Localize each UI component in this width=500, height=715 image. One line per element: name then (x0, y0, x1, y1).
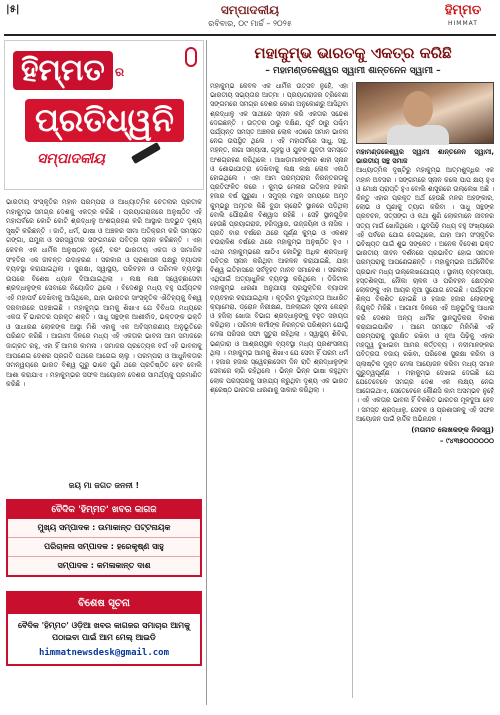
page-number: |୫| (6, 4, 20, 15)
author-photo-shirt (387, 125, 449, 145)
masthead-connector: ର (115, 65, 125, 79)
article-column-2 (356, 82, 494, 698)
column-divider (206, 40, 207, 705)
staff-row-managing-editor: ପରିଚାଳନା ସମ୍ପାଦକ : ହରେକୃଷ୍ଣ ସାହୁ (8, 538, 200, 557)
article-headline: ମହାକୁମ୍ଭ ଭାରତକୁ ଏକତ୍ର କରିଛି (254, 44, 452, 62)
newspaper-logo (432, 2, 494, 32)
article-byline: – ମହାମଣ୍ଡଳେଶ୍ୱର ସ୍ୱାମୀ ଶାନ୍ତନେନ ସ୍ୱାମୀ – (265, 66, 441, 76)
staff-box (6, 499, 202, 577)
left-column (4, 40, 204, 711)
author-photo-caption: ମହାମଣ୍ଡଳେଶ୍ୱର ସ୍ୱାମୀ ଶାନ୍ତନେନ ସ୍ୱାମୀ, ଭାରତୀୟ ସନ୍ଥ ସମାଜ (356, 148, 494, 166)
staff-box-title: ବୈଦିକ 'ହିମ୍ମତ' ଖବର କାଗଜ (8, 501, 200, 519)
section-title: ସମ୍ପାଦକୀୟ (220, 3, 280, 17)
staff-row-chief-editor: ମୁଖ୍ୟ ସମ୍ପାଦକ : ଉମାକାନ୍ତ ପଟ୍ଟନାୟକ (8, 519, 200, 538)
editorial-text: ଭାରତୀୟ ସଂସ୍କୃତିର ମହାନ ପରମ୍ପରା ଓ ଆଧ୍ୟାତ୍ମିକ ଚେତନାର ପ୍ରତୀକ ମହାକୁମ୍ଭ ସମଗ୍ର ଦେଶକୁ ଏକତ୍ର କରିଛି । ପ୍ରୟାଗରାଜରେ ଅନୁଷ୍ଠିତ ଏହି ମହାପର୍ବରେ କୋଟି କୋଟି ଶ୍ରଦ୍ଧାଳୁ ଅଂଶଗ୍ରହଣ କରି ଆସ୍ଥାର ଅଦ୍ଭୁତ ଦୃଶ୍ୟ ସୃଷ୍ଟି କରିଛନ୍ତି । ଜାତି, ଧର୍ମ, ଭାଷା ଓ ଅଞ୍ଚଳର ସୀମା ଅତିକ୍ରମ କରି ସମସ୍ତେ ଗଙ୍ଗା, ଯମୁନା ଓ ସରସ୍ୱତୀର ସଙ୍ଗମରେ ପବିତ୍ର ସ୍ନାନ କରିଛନ୍ତି । ଏହା କେବଳ ଏକ ଧାର୍ମିକ ଅନୁଷ୍ଠାନ ନୁହେଁ, ବରଂ ଭାରତୀୟ ଏକତା ଓ ସାମାଜିକ ସଂହତିର ଏକ ଜୀବନ୍ତ ଉଦାହରଣ । ସରକାର ଓ ପ୍ରଶାସନ ପକ୍ଷରୁ ବ୍ୟାପକ ବ୍ୟବସ୍ଥା କରାଯାଇଥିଲା । ସୁରକ୍ଷା, ସ୍ୱାସ୍ଥ୍ୟ, ପରିବହନ ଓ ପରିମଳ ବ୍ୟବସ୍ଥା ଉପରେ ବିଶେଷ ଧ୍ୟାନ ଦିଆଯାଇଥିଲା । ଲକ୍ଷ ଲକ୍ଷ ସ୍ୱେଚ୍ଛାସେବୀ ଶ୍ରଦ୍ଧାଳୁଙ୍କ ସେବାରେ ନିୟୋଜିତ ଥିଲେ । ବିଦେଶରୁ ମଧ୍ୟ ବହୁ ପର୍ଯ୍ୟଟକ ଏହି ମହାପର୍ବ ଦେଖିବାକୁ ଆସିଥିଲେ, ଯାହା ଭାରତର ସାଂସ୍କୃତିକ ଐତିହ୍ୟକୁ ବିଶ୍ୱ ଦରବାରରେ ପହଞ୍ଚାଇଛି । ମହାକୁମ୍ଭ ଆମକୁ ଶିଖାଏ ଯେ ବିବିଧତା ମଧ୍ୟରେ ଏକତା ହିଁ ଭାରତର ପ୍ରକୃତ ଶକ୍ତି । ସାଧୁ ସନ୍ଥଙ୍କ ଆଶୀର୍ବାଦ, ଭକ୍ତଙ୍କ ଭକ୍ତି ଓ ସାଧାରଣ ଲୋକଙ୍କ ଆସ୍ଥା ମିଶି ଏହାକୁ ଏକ ଅବିସ୍ମରଣୀୟ ଅନୁଭୂତିରେ ପରିଣତ କରିଛି । ଆଗାମୀ ଦିନରେ ମଧ୍ୟ ଏହି ଏକତାର ଭାବନା ଆମ ସମାଜରେ ଜାଗ୍ରତ ରହୁ, ଏହା ହିଁ ଆମର କାମନା । ସମାଜର ପ୍ରତ୍ୟେକ ବର୍ଗ ଏହି ଭାବନାକୁ ଆପଣେଇ ଦେଶର ପ୍ରଗତି ପଥରେ ଆଗେଇ ଚାଲୁ । ପରମ୍ପରା ଓ ଆଧୁନିକତାର ସମନ୍ୱୟରେ ଭାରତ ବିଶ୍ୱ ଗୁରୁ ଭାବେ ପୁଣି ଥରେ ପ୍ରତିଷ୍ଠିତ ହେବ ବୋଲି ଆଶା କରାଯାଏ । ମହାକୁମ୍ଭର ସଫଳ ଆୟୋଜନ ଦେଶର ସାମର୍ଥ୍ୟକୁ ପ୍ରମାଣିତ କରିଛି । (6, 198, 202, 389)
staff-row-editor: ସମ୍ପାଦକ : କମଳାକାନ୍ତ ଦାଶ (57, 561, 151, 570)
page-header (0, 0, 500, 40)
article-column-divider (352, 82, 353, 698)
article-columns (210, 82, 496, 702)
article-column-1: ମହାକୁମ୍ଭ କେବଳ ଏକ ଧାର୍ମିକ ଉତ୍ସବ ନୁହେଁ, ଏହା ଭାରତୀୟ ସଭ୍ୟତାର ଆତ୍ମା । ପ୍ରୟାଗରାଜର ତ୍ରିବେଣୀ ସଙ୍ଗମରେ ସମଗ୍ର ଦେଶର କୋଣ ଅନୁକୋଣରୁ ଆସିଥିବା ଶ୍ରଦ୍ଧାଳୁ ଏକ ସାଥୀରେ ସ୍ନାନ କରି ଏକତାର ସନ୍ଦେଶ ଦେଇଛନ୍ତି । ଉତ୍ତର ଠାରୁ ଦକ୍ଷିଣ, ପୂର୍ବ ଠାରୁ ପଶ୍ଚିମ ପର୍ଯ୍ୟନ୍ତ ସମସ୍ତ ଅଞ୍ଚଳର ଲୋକ ଏଠାରେ ସମାନ ଭାବନା ନେଇ ଉପସ୍ଥିତ ଥିଲେ । ଏହି ମହାପର୍ବରେ ସାଧୁ, ସନ୍ଥ, ମହନ୍ତ, ନାଗା ସନ୍ୟାସୀ, ଗୃହସ୍ଥ ଓ ଯୁବକ ଯୁବତୀ ସମସ୍ତେ ଅଂଶଗ୍ରହଣ କରିଥିଲେ । ଆଖଡ଼ାମାନଙ୍କର ଶାହୀ ସ୍ନାନ ଓ ଶୋଭାଯାତ୍ରା ଦେଖିବାକୁ ଲକ୍ଷ ଲକ୍ଷ ଲୋକ ଏକାଠି ହୋଇଥିଲେ । ଏହା ଆମ ପରମ୍ପରାର ନିରନ୍ତରତାକୁ ପ୍ରତିଫଳିତ କରେ । କୁମ୍ଭ ମେଳାର ଇତିହାସ ହଜାର ହଜାର ବର୍ଷ ପୁରୁଣା । ସମୁଦ୍ର ମନ୍ଥନ ସମୟରେ ଅମୃତ କୁମ୍ଭରୁ ଅମୃତର କିଛି ବୁନ୍ଦା ଚାରୋଟି ସ୍ଥାନରେ ପଡ଼ିଥିଲା ବୋଲି ପୌରାଣିକ ବିଶ୍ୱାସ ରହିଛି । ସେହି ସ୍ଥାନଗୁଡ଼ିକ ହେଉଛି ପ୍ରୟାଗରାଜ, ହରିଦ୍ୱାର, ଉଜ୍ଜୟିନୀ ଓ ନାସିକ । ପ୍ରତି ବାର ବର୍ଷରେ ଥରେ ପୂର୍ଣ୍ଣ କୁମ୍ଭ ଓ ଏକଶହ ଚଉରାଳିଶ ବର୍ଷରେ ଥରେ ମହାକୁମ୍ଭ ଅନୁଷ୍ଠିତ ହୁଏ । ଏଥର ମହାକୁମ୍ଭରେ ଷାଠିଏ କୋଟିରୁ ଅଧିକ ଶ୍ରଦ୍ଧାଳୁ ପବିତ୍ର ସ୍ନାନ କରିଥିବା ଆକଳନ କରାଯାଇଛି, ଯାହା ବିଶ୍ୱ ଇତିହାସରେ ସର୍ବବୃହତ ମାନବ ସମାବେଶ । ସରକାର ଏଥିପାଇଁ ଅତ୍ୟାଧୁନିକ ବ୍ୟବସ୍ଥା କରିଥିଲେ । ଡିଜିଟାଲ ମହାକୁମ୍ଭ ଧାରଣା ଅନୁଯାୟୀ ପ୍ରଯୁକ୍ତିର ବ୍ୟାପକ ବ୍ୟବହାର କରାଯାଇଥିଲା । କୃତ୍ରିମ ବୁଦ୍ଧିମତ୍ତା ଆଧାରିତ କ୍ୟାମେରା, ଡ୍ରୋନ ନିରୀକ୍ଷଣ, ଅନଲାଇନ ସୂଚନା କେନ୍ଦ୍ର ଓ ହଜିଲା ଖୋଜା ବିଭାଗ ଶ୍ରଦ୍ଧାଳୁଙ୍କୁ ବହୁତ ସହାୟତା କରିଥିଲା । ପରିମଳ କର୍ମୀଙ୍କ ନିରନ୍ତର ପରିଶ୍ରମ ଯୋଗୁଁ ମେଳା ପରିସର ସଫା ସୁତୁରା ରହିଥିଲା । ସ୍ୱାସ୍ଥ୍ୟ ଶିବିର, ଭଣ୍ଡାରା ଓ ଆଶ୍ରୟସ୍ଥଳ ବ୍ୟବସ୍ଥା ମଧ୍ୟ ପ୍ରଶଂସନୀୟ ଥିଲା । ମହାକୁମ୍ଭ ଆମକୁ ଶିଖାଏ ଯେ ସେବା ହିଁ ପରମ ଧର୍ମ । ହଜାର ହଜାର ସ୍ୱେଚ୍ଛାସେବୀ ଦିନ ରାତି ଶ୍ରଦ୍ଧାଳୁଙ୍କ ସେବାରେ ଲାଗି ରହିଥିଲେ । ଭିନ୍ନ ଭିନ୍ନ ଭାଷା କହୁଥିବା ଲୋକ ପରସ୍ପରକୁ ସାହାଯ୍ୟ କରୁଥିବା ଦୃଶ୍ୟ ଏକ ଭାରତ ଶ୍ରେଷ୍ଠ ଭାରତର ଧାରଣାକୁ ସାକାର କରିଥିଲା । (210, 82, 348, 394)
logo-text: ହିମ୍ମତ (444, 3, 482, 18)
header-rule (4, 34, 496, 36)
notice-title: ବିଶେଷ ସୂଚନା (8, 593, 200, 614)
article-contact: – ୯୪୩୭୦୦୦୦୦୦ (439, 437, 494, 446)
microphone-icon (185, 47, 197, 67)
masthead-word-himmat: ହିମ୍ମତ (13, 51, 113, 90)
notice-email-link[interactable]: himmatnewsdesk@gmail.com (38, 648, 170, 658)
masthead-tag-editorial: ସମ୍ପାଦକୀୟ (37, 151, 105, 167)
notice-body: ବୈଦିକ 'ହିମ୍ମତ' ଓଡ଼ିଆ ଖବର କାଗଜର ସମାଚାର ଆମକୁ ପଠାଇବା ପାଇଁ ଆମ ମେଲ୍ ଆଇଡି (17, 621, 191, 642)
masthead-word-pratidhwani: ପ୍ରତିଧ୍ୱନି (25, 99, 184, 142)
author-photo (356, 82, 494, 144)
article-endnote: (ମତାମତ ଲେଖକଙ୍କ ନିଜସ୍ୱ) (411, 426, 494, 435)
issue-date: ରବିବାର, ୦୯ ମାର୍ଚ୍ଚ – ୨୦୨୫ (208, 19, 292, 28)
article-column-2-text: ଆଧ୍ୟାତ୍ମିକ ଦୃଷ୍ଟିରୁ ମହାକୁମ୍ଭ ଆତ୍ମଶୁଦ୍ଧିର ଏକ ମହାନ ଅବସର । ସଙ୍ଗମରେ ସ୍ନାନ କଲେ ପାପ କ୍ଷୟ ହୁଏ ଓ ମୋକ୍ଷ ପ୍ରାପ୍ତି ହୁଏ ବୋଲି ଶାସ୍ତ୍ରରେ ଉଲ୍ଲେଖ ଅଛି । କିନ୍ତୁ ଏହାର ପ୍ରକୃତ ଅର୍ଥ ହେଉଛି ମନର ଅହଙ୍କାର, ଲୋଭ ଓ ଘୃଣାକୁ ତ୍ୟାଗ କରିବା । ସାଧୁ ସନ୍ଥଙ୍କ ପ୍ରବଚନ, ସତ୍ସଙ୍ଗ ଓ କଥା ଶୁଣି ଲୋକମାନେ ଜୀବନର ସତ୍ୟ ମାର୍ଗ ଖୋଜିଥିଲେ । ଯୁବପିଢ଼ି ମଧ୍ୟ ବହୁ ସଂଖ୍ୟାରେ ଏହି ପର୍ବରେ ଯୋଗ ଦେଇଥିଲେ, ଯାହା ଆମ ସଂସ୍କୃତିର ଭବିଷ୍ୟତ ପାଇଁ ଶୁଭ ସଙ୍କେତ । ଅନେକ ବିଦେଶୀ ଭକ୍ତ ଭାରତୀୟ ଜୀବନ ଦର୍ଶନରେ ପ୍ରଭାବିତ ହୋଇ ସନାତନ ପରମ୍ପରାକୁ ଆପଣେଇଛନ୍ତି । ମହାକୁମ୍ଭର ଅର୍ଥନୈତିକ ପ୍ରଭାବ ମଧ୍ୟ ଉଲ୍ଲେଖଯୋଗ୍ୟ । ସ୍ଥାନୀୟ ବ୍ୟବସାୟୀ, ହସ୍ତଶିଳ୍ପୀ, ନୌକା ଚାଳକ ଓ ପରିବହନ କ୍ଷେତ୍ରର ଲୋକଙ୍କୁ ଏହା ଆୟର ନୂଆ ସୁଯୋଗ ଦେଇଛି । ପର୍ଯ୍ୟଟନ ଶିଳ୍ପ ବିକଶିତ ହୋଇଛି ଓ ହଜାର ହଜାର ଲୋକଙ୍କୁ ନିଯୁକ୍ତି ମିଳିଛି । ଆଗାମୀ ଦିନରେ ଏହି ଅନୁଭୂତିକୁ ଆଧାର କରି ଦେଶର ଅନ୍ୟ ଧାର୍ମିକ ସ୍ଥାନଗୁଡ଼ିକର ବିକାଶ କରାଯାଇପାରିବ । ଆମେ ସମସ୍ତେ ମିଳିମିଶି ଏହି ପରମ୍ପରାକୁ ସୁରକ୍ଷିତ ରଖିବା ଓ ନୂଆ ପିଢ଼ିକୁ ଏହାର ମହତ୍ତ୍ୱ ବୁଝାଇବା ଆମର କର୍ତ୍ତବ୍ୟ । ନଦୀମାନଙ୍କର ପବିତ୍ରତା ବଜାୟ ରଖିବା, ପରିବେଶ ସୁରକ୍ଷା କରିବା ଓ ପ୍ଲାଷ୍ଟିକ ମୁକ୍ତ ମେଳା ଆୟୋଜନ କରିବା ମଧ୍ୟ ସମାନ ଗୁରୁତ୍ୱପୂର୍ଣ୍ଣ । ମହାକୁମ୍ଭ ଦେଖାଇ ଦେଇଛି ଯେ ଯେତେବେଳେ ସମଗ୍ର ଦେଶ ଏକ ଲକ୍ଷ୍ୟ ନେଇ ଆଗେଇଥାଏ, ସେତେବେଳେ କୌଣସି କାମ ଅସମ୍ଭବ ନୁହେଁ । ଏହି ଏକତାର ଭାବନା ହିଁ ବିକଶିତ ଭାରତର ମୂଳଦୁଆ ହେବ । ସମସ୍ତ ଶ୍ରଦ୍ଧାଳୁ, ସେବକ ଓ ପ୍ରଶାସନକୁ ଏହି ସଫଳ ଆୟୋଜନ ପାଇଁ ହାର୍ଦ୍ଦିକ ଅଭିନନ୍ଦନ । (356, 166, 494, 423)
editorial-sign: ଜୟ ମା ଜଗତ ଜନନୀ ! (68, 481, 140, 490)
pen-icon (131, 142, 161, 164)
logo-subtext: HIMMAT (448, 20, 478, 27)
author-photo-face (403, 91, 433, 127)
article-area (210, 40, 496, 711)
notice-box (6, 591, 202, 666)
editorial-masthead (4, 40, 204, 190)
